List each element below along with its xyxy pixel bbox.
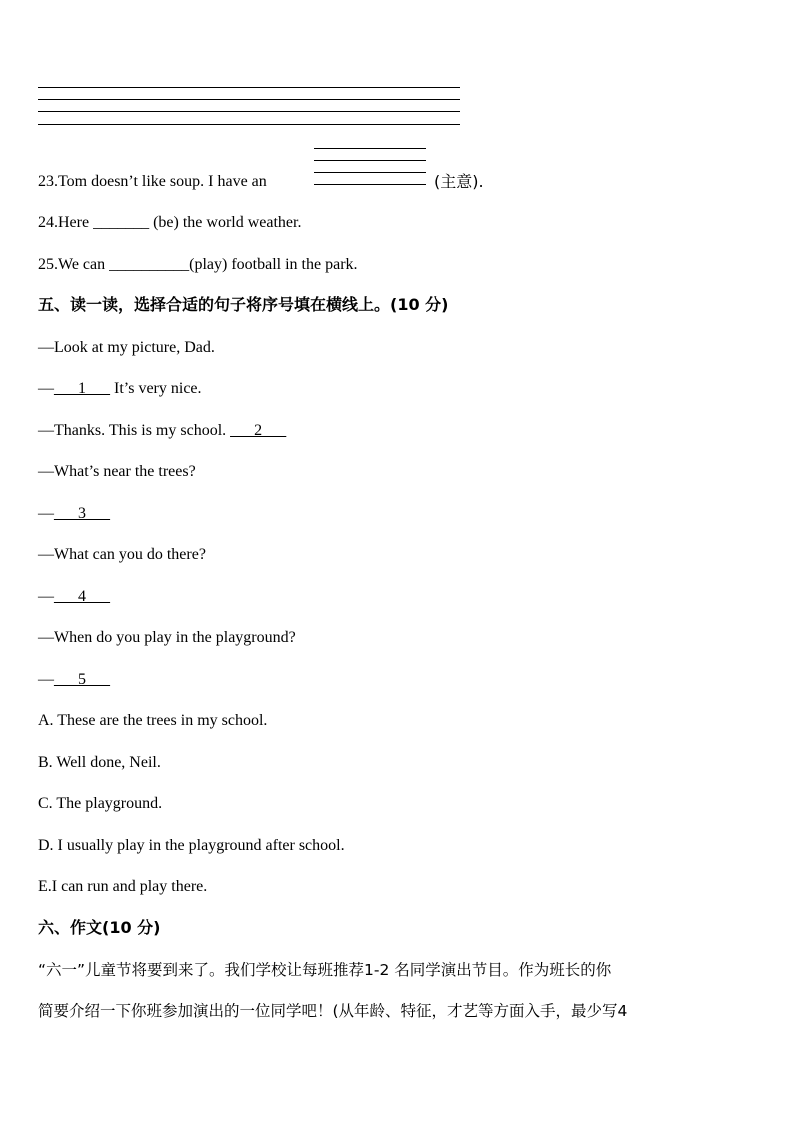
answer-rule (38, 87, 460, 88)
dialogue-line (38, 628, 296, 648)
section-5-heading: 五、读一读，选择合适的句子将序号填在横线上。(10 分) (38, 295, 449, 314)
question-24: 24.Here _______ (be) the world weather. (38, 214, 302, 231)
dialogue-text: — (38, 505, 54, 522)
answer-blank-1: ___1___ (54, 380, 110, 397)
dialogue-line (38, 587, 110, 607)
dialogue-line (38, 421, 286, 441)
answer-blank-2: ___2___ (230, 422, 287, 439)
question-23-text: 23.Tom doesn’t like soup. I have an (38, 173, 267, 190)
dialogue-text: — (38, 588, 54, 605)
answer-rule (314, 148, 426, 149)
composition-prompt-line-2: 简要介绍一下你班参加演出的一位同学吧！(从年龄、特征，才艺等方面入手，最少写4 (38, 1002, 628, 1020)
option-e: E.I can run and play there. (38, 878, 208, 895)
question-23-tail (434, 172, 484, 193)
answer-blank-4: ___4___ (54, 588, 110, 605)
dialogue-text: —What’s near the trees? (38, 463, 196, 480)
dialogue-text: —Look at my picture, Dad. (38, 339, 215, 356)
dialogue-text: —What can you do there? (38, 546, 206, 563)
dialogue-line (38, 379, 202, 399)
answer-rule (314, 160, 426, 161)
dialogue-line (38, 545, 206, 565)
composition-prompt-line-1: “六一”儿童节将要到来了。我们学校让每班推荐1-2 名同学演出节目。作为班长的你 (38, 961, 612, 979)
dialogue-text: — (38, 380, 54, 397)
answer-rule (38, 99, 460, 100)
section-6-heading: 六、作文(10 分) (38, 918, 161, 937)
option-b: B. Well done, Neil. (38, 754, 161, 771)
answer-rule (314, 172, 426, 173)
question-23 (38, 172, 267, 192)
option-d: D. I usually play in the playground after school. (38, 837, 345, 854)
dialogue-text: It’s very nice. (110, 380, 202, 397)
answer-blank-3: ___3___ (54, 505, 110, 522)
option-c: C. The playground. (38, 795, 163, 812)
question-23-hint: (主意). (434, 172, 484, 191)
answer-blank-5: ___5___ (54, 671, 110, 688)
option-a: A. These are the trees in my school. (38, 712, 268, 729)
question-25: 25.We can __________(play) football in the park. (38, 256, 358, 273)
dialogue-line (38, 670, 110, 690)
dialogue-text: —When do you play in the playground? (38, 629, 296, 646)
answer-rule (38, 124, 460, 125)
dialogue-line (38, 504, 110, 524)
answer-rule (38, 111, 460, 112)
answer-rule (314, 184, 426, 185)
dialogue-text: —Thanks. This is my school. (38, 422, 231, 439)
dialogue-line (38, 338, 215, 358)
dialogue-line (38, 462, 196, 482)
dialogue-text: — (38, 671, 54, 688)
